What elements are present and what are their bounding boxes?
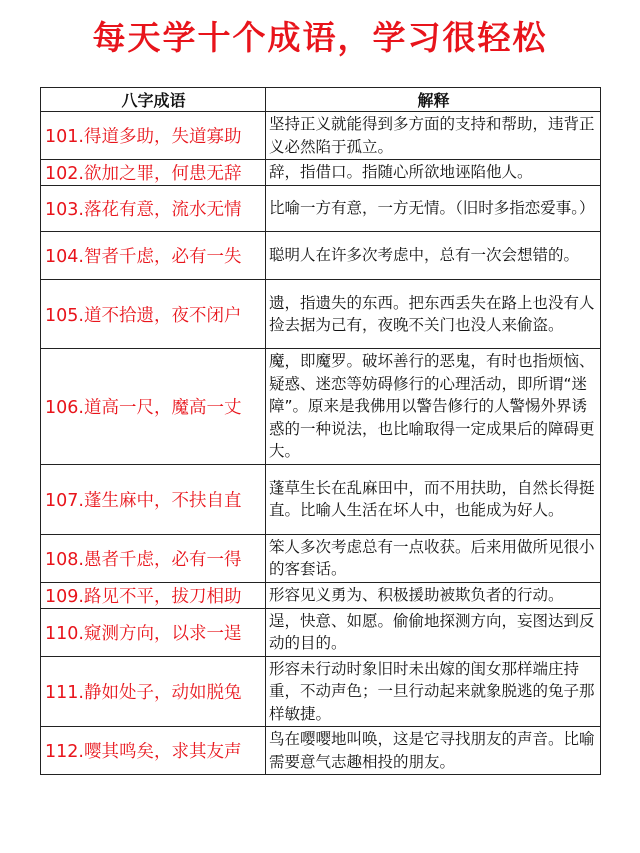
table-row bbox=[41, 349, 601, 465]
page-title: 每天学十个成语，学习很轻松 bbox=[92, 18, 548, 57]
explanation-cell: 蓬草生长在乱麻田中，而不用扶助，自然长得挺直。比喻人生活在坏人中，也能成为好人。 bbox=[266, 464, 601, 534]
idiom-cell: 112.嘤其鸣矣，求其友声 bbox=[41, 727, 266, 775]
column-header-idiom: 八字成语 bbox=[41, 88, 266, 112]
explanation-cell: 聪明人在许多次考虑中，总有一次会想错的。 bbox=[266, 232, 601, 280]
idiom-table bbox=[40, 87, 601, 775]
table-row bbox=[41, 112, 601, 160]
column-header-explanation: 解释 bbox=[266, 88, 601, 112]
explanation-cell: 笨人多次考虑总有一点收获。后来用做所见很小的客套话。 bbox=[266, 534, 601, 582]
idiom-cell: 109.路见不平，拔刀相助 bbox=[41, 582, 266, 608]
table-row bbox=[41, 582, 601, 608]
idiom-cell: 111.静如处子，动如脱兔 bbox=[41, 656, 266, 727]
table-row bbox=[41, 232, 601, 280]
explanation-cell: 鸟在嘤嘤地叫唤，这是它寻找朋友的声音。比喻需要意气志趣相投的朋友。 bbox=[266, 727, 601, 775]
table-header-row bbox=[41, 88, 601, 112]
explanation-cell: 辞，指借口。指随心所欲地诬陷他人。 bbox=[266, 160, 601, 186]
table-row bbox=[41, 464, 601, 534]
idiom-cell: 105.道不拾遗，夜不闭户 bbox=[41, 280, 266, 349]
idiom-cell: 101.得道多助，失道寡助 bbox=[41, 112, 266, 160]
table-row bbox=[41, 186, 601, 232]
table-row bbox=[41, 534, 601, 582]
explanation-cell: 形容未行动时象旧时未出嫁的闺女那样端庄持重，不动声色；一旦行动起来就象脱逃的兔子那样敏捷。 bbox=[266, 656, 601, 727]
idiom-cell: 108.愚者千虑，必有一得 bbox=[41, 534, 266, 582]
idiom-cell: 102.欲加之罪，何患无辞 bbox=[41, 160, 266, 186]
explanation-cell: 比喻一方有意，一方无情。（旧时多指恋爱事。） bbox=[266, 186, 601, 232]
table-row bbox=[41, 280, 601, 349]
idiom-cell: 106.道高一尺，魔高一丈 bbox=[41, 349, 266, 465]
table-row bbox=[41, 727, 601, 775]
explanation-cell: 形容见义勇为、积极援助被欺负者的行动。 bbox=[266, 582, 601, 608]
explanation-cell: 逞，快意、如愿。偷偷地探测方向，妄图达到反动的目的。 bbox=[266, 608, 601, 656]
idiom-cell: 107.蓬生麻中，不扶自直 bbox=[41, 464, 266, 534]
explanation-cell: 遗，指遗失的东西。把东西丢失在路上也没有人捡去据为己有，夜晚不关门也没人来偷盗。 bbox=[266, 280, 601, 349]
explanation-cell: 魔，即魔罗。破坏善行的恶鬼，有时也指烦恼、疑惑、迷恋等妨碍修行的心理活动，即所谓“迷障”。原来是我佛用以警告修行的人警惕外界诱惑的一种说法，也比喻取得一定成果后的障碍更大。 bbox=[266, 349, 601, 465]
idiom-cell: 103.落花有意，流水无情 bbox=[41, 186, 266, 232]
explanation-cell: 坚持正义就能得到多方面的支持和帮助，违背正义必然陷于孤立。 bbox=[266, 112, 601, 160]
table-row bbox=[41, 160, 601, 186]
table-row bbox=[41, 608, 601, 656]
idiom-cell: 104.智者千虑，必有一失 bbox=[41, 232, 266, 280]
idiom-cell: 110.窥测方向，以求一逞 bbox=[41, 608, 266, 656]
table-row bbox=[41, 656, 601, 727]
